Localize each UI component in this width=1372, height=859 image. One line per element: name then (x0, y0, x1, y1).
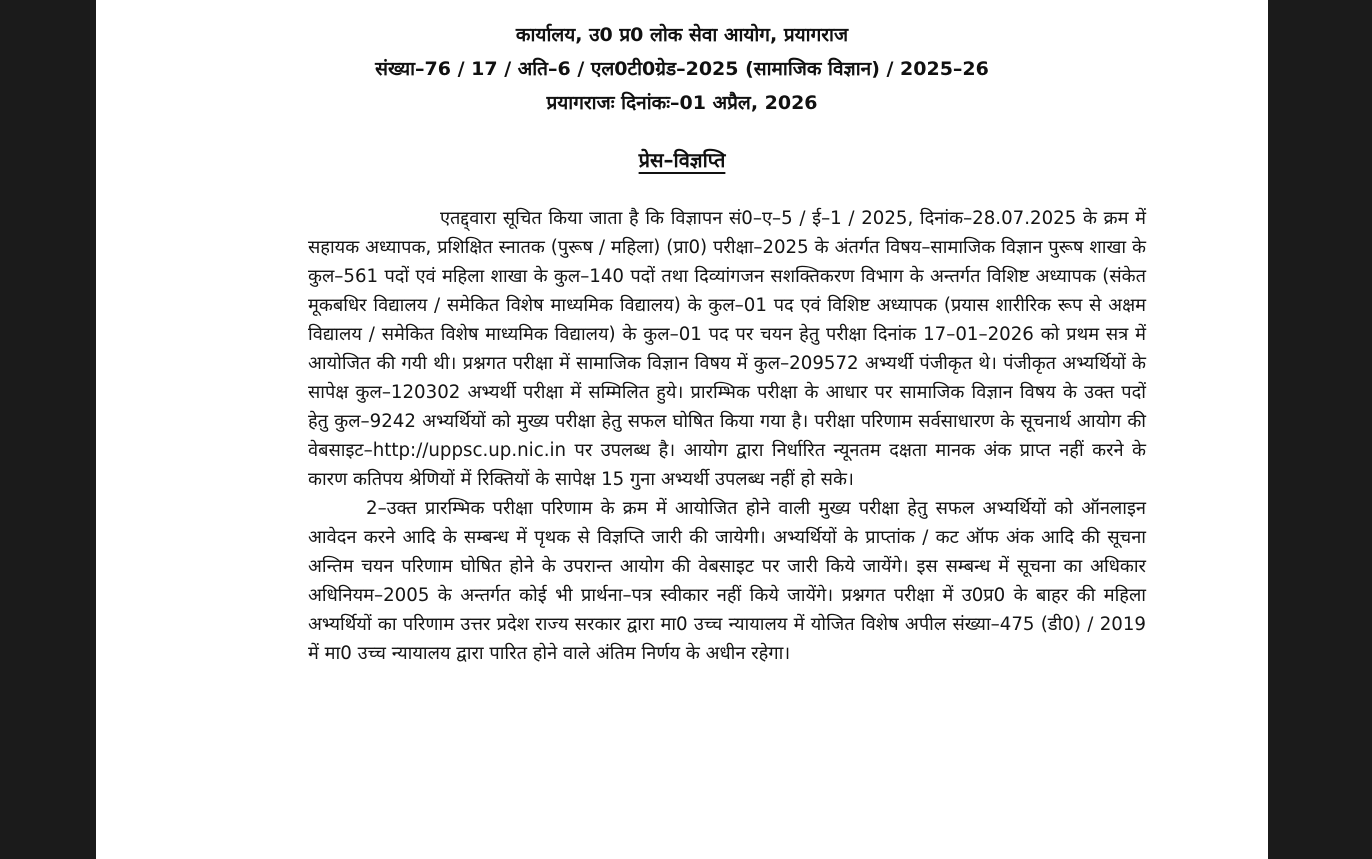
viewer-left-margin (0, 0, 96, 859)
subject-text: प्रेस–विज्ञप्ति (638, 148, 726, 172)
paragraph-1: एतद्द्वारा सूचित किया जाता है कि विज्ञापन सं0–ए–5 / ई–1 / 2025, दिनांक–28.07.2025 के क्रम में सहायक अध्यापक, प्रशिक्षित स्नातक (पुरूष / महिला) (प्रा0) परीक्षा–2025 के अंतर्गत विषय–सामाजिक विज्ञान पुरूष शाखा के कुल–561 पदों एवं महिला शाखा के कुल–140 पदों तथा दिव्यांगजन सशक्तिकरण विभाग के अन्तर्गत विशिष्ट अध्यापक (संकेत मूकबधिर विद्यालय / समेकित विशेष माध्यमिक विद्यालय) के कुल–01 पद एवं विशिष्ट अध्यापक (प्रयास शारीरिक रूप से अक्षम विद्यालय / समेकित विशेष माध्यमिक विद्यालय) के कुल–01 पद पर चयन हेतु परीक्षा दिनांक 17–01–2026 को प्रथम सत्र में आयोजित की गयी थी। प्रश्नगत परीक्षा में सामाजिक विज्ञान विषय में कुल–209572 अभ्यर्थी पंजीकृत थे। पंजीकृत अभ्यर्थियों के सापेक्ष कुल–120302 अभ्यर्थी परीक्षा में सम्मिलित हुये। प्रारम्भिक परीक्षा के आधार पर सामाजिक विज्ञान विषय के उक्त पदों हेतु कुल–9242 अभ्यर्थियों को मुख्य परीक्षा हेतु सफल घोषित किया गया है। परीक्षा परिणाम सर्वसाधारण के सूचनार्थ आयोग की वेबसाइट–http://uppsc.up.nic.in पर उपलब्ध है। आयोग द्वारा निर्धारित न्यूनतम दक्षता मानक अंक प्राप्त नहीं करने के कारण कतिपय श्रेणियों में रिक्तियों के सापेक्ष 15 गुना अभ्यर्थी उपलब्ध नहीं हो सके। (308, 208, 1146, 490)
viewer-right-margin (1268, 0, 1372, 859)
document-body (308, 204, 1146, 668)
document-subject (96, 144, 1268, 176)
document-page (96, 0, 1268, 859)
paragraph-2: 2–उक्त प्रारम्भिक परीक्षा परिणाम के क्रम में आयोजित होने वाली मुख्य परीक्षा हेतु सफल अभ्यर्थियों को ऑनलाइन आवेदन करने आदि के सम्बन्ध में पृथक से विज्ञप्ति जारी की जायेगी। अभ्यर्थियों के प्राप्तांक / कट ऑफ अंक आदि की सूचना अन्तिम चयन परिणाम घोषित होने के उपरान्त आयोग की वेबसाइट पर जारी किये जायेंगे। इस सम्बन्ध में सूचना का अधिकार अधिनियम–2005 के अन्तर्गत कोई भी प्रार्थना–पत्र स्वीकार नहीं किये जायेंगे। प्रश्नगत परीक्षा में उ0प्र0 के बाहर की महिला अभ्यर्थियों का परिणाम उत्तर प्रदेश राज्य सरकार द्वारा मा0 उच्च न्यायालय में योजित विशेष अपील संख्या–475 (डी0) / 2019 में मा0 उच्च न्यायालय द्वारा पारित होने वाले अंतिम निर्णय के अधीन रहेगा। (308, 498, 1146, 664)
place-and-date: प्रयागराजः दिनांकः–01 अप्रैल, 2026 (546, 92, 818, 114)
office-heading: कार्यालय, उ0 प्र0 लोक सेवा आयोग, प्रयागराज (515, 24, 849, 46)
reference-number: संख्या–76 / 17 / अति–6 / एल0टी0ग्रेड–2025 (सामाजिक विज्ञान) / 2025–26 (375, 58, 989, 80)
